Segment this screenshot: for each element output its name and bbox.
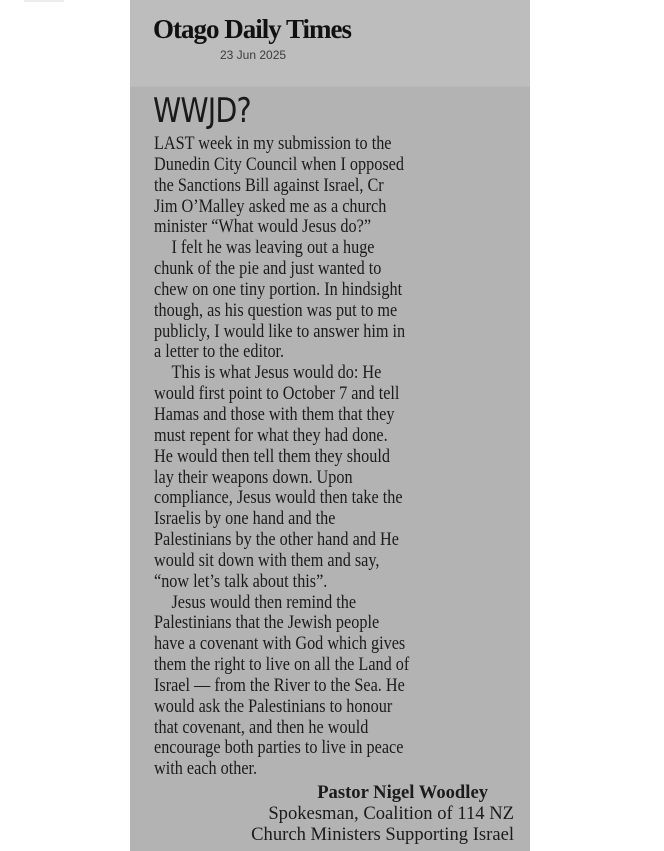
text-line: Jim O’Malley asked me as a church <box>154 195 387 217</box>
text-line: lay their weapons down. Upon <box>154 466 353 488</box>
text-line: would sit down with them and say, <box>154 549 380 571</box>
text-line: chunk of the pie and just wanted to <box>154 258 382 280</box>
text-line: compliance, Jesus would then take the <box>154 487 403 509</box>
letter-body <box>154 134 503 780</box>
text-line: have a covenant with God which gives <box>154 633 406 655</box>
text-line: publicly, I would like to answer him in <box>154 320 406 342</box>
text-line: This is what Jesus would do: He <box>171 362 382 384</box>
text-line: a letter to the editor. <box>154 341 285 363</box>
text-line: would ask the Palestinians to honour <box>154 695 393 717</box>
letter-headline: WWJD? <box>153 91 251 131</box>
text-line: Israelis by one hand and the <box>154 508 336 530</box>
newspaper-name: Otago Daily Times <box>153 14 352 44</box>
masthead <box>130 0 530 87</box>
newspaper-clipping <box>130 0 530 851</box>
text-line: that covenant, and then he would <box>154 716 369 738</box>
text-line: would first point to October 7 and tell <box>154 383 400 405</box>
text-line: must repent for what they had done. <box>154 424 388 446</box>
letter-signature <box>154 783 514 846</box>
text-line: them the right to live on all the Land of <box>154 654 410 676</box>
text-line: chew on one tiny portion. In hindsight <box>154 278 403 300</box>
text-line: the Sanctions Bill against Israel, Cr <box>154 174 384 196</box>
text-line: Dunedin City Council when I opposed <box>154 153 404 175</box>
text-line: Jesus would then remind the <box>171 591 357 613</box>
text-line: He would then tell them they should <box>154 445 390 467</box>
text-line: LAST week in my submission to the <box>154 133 392 154</box>
author-title-line-2: Church Ministers Supporting Israel <box>251 823 514 845</box>
author-title-line-1: Spokesman, Coalition of 114 NZ <box>268 802 514 824</box>
text-line: Palestinians that the Jewish people <box>154 612 380 634</box>
text-line: Israel — from the River to the Sea. He <box>154 674 405 696</box>
text-line: encourage both parties to live in peace <box>154 737 404 759</box>
paragraph-3 <box>154 363 503 592</box>
author-name: Pastor Nigel Woodley <box>317 782 488 803</box>
paragraph-1 <box>154 134 503 238</box>
text-line: with each other. <box>154 758 258 780</box>
text-line: though, as his question was put to me <box>154 299 398 321</box>
paragraph-2 <box>154 238 503 363</box>
publication-date: 23 Jun 2025 <box>220 48 287 62</box>
paragraph-4 <box>154 593 503 781</box>
text-line: I felt he was leaving out a huge <box>171 237 375 259</box>
corner-divider <box>24 0 64 2</box>
text-line: “now let’s talk about this”. <box>154 570 328 592</box>
text-line: Palestinians by the other hand and He <box>154 529 399 551</box>
text-line: minister “What would Jesus do?” <box>154 216 372 238</box>
text-line: Hamas and those with them that they <box>154 403 395 425</box>
